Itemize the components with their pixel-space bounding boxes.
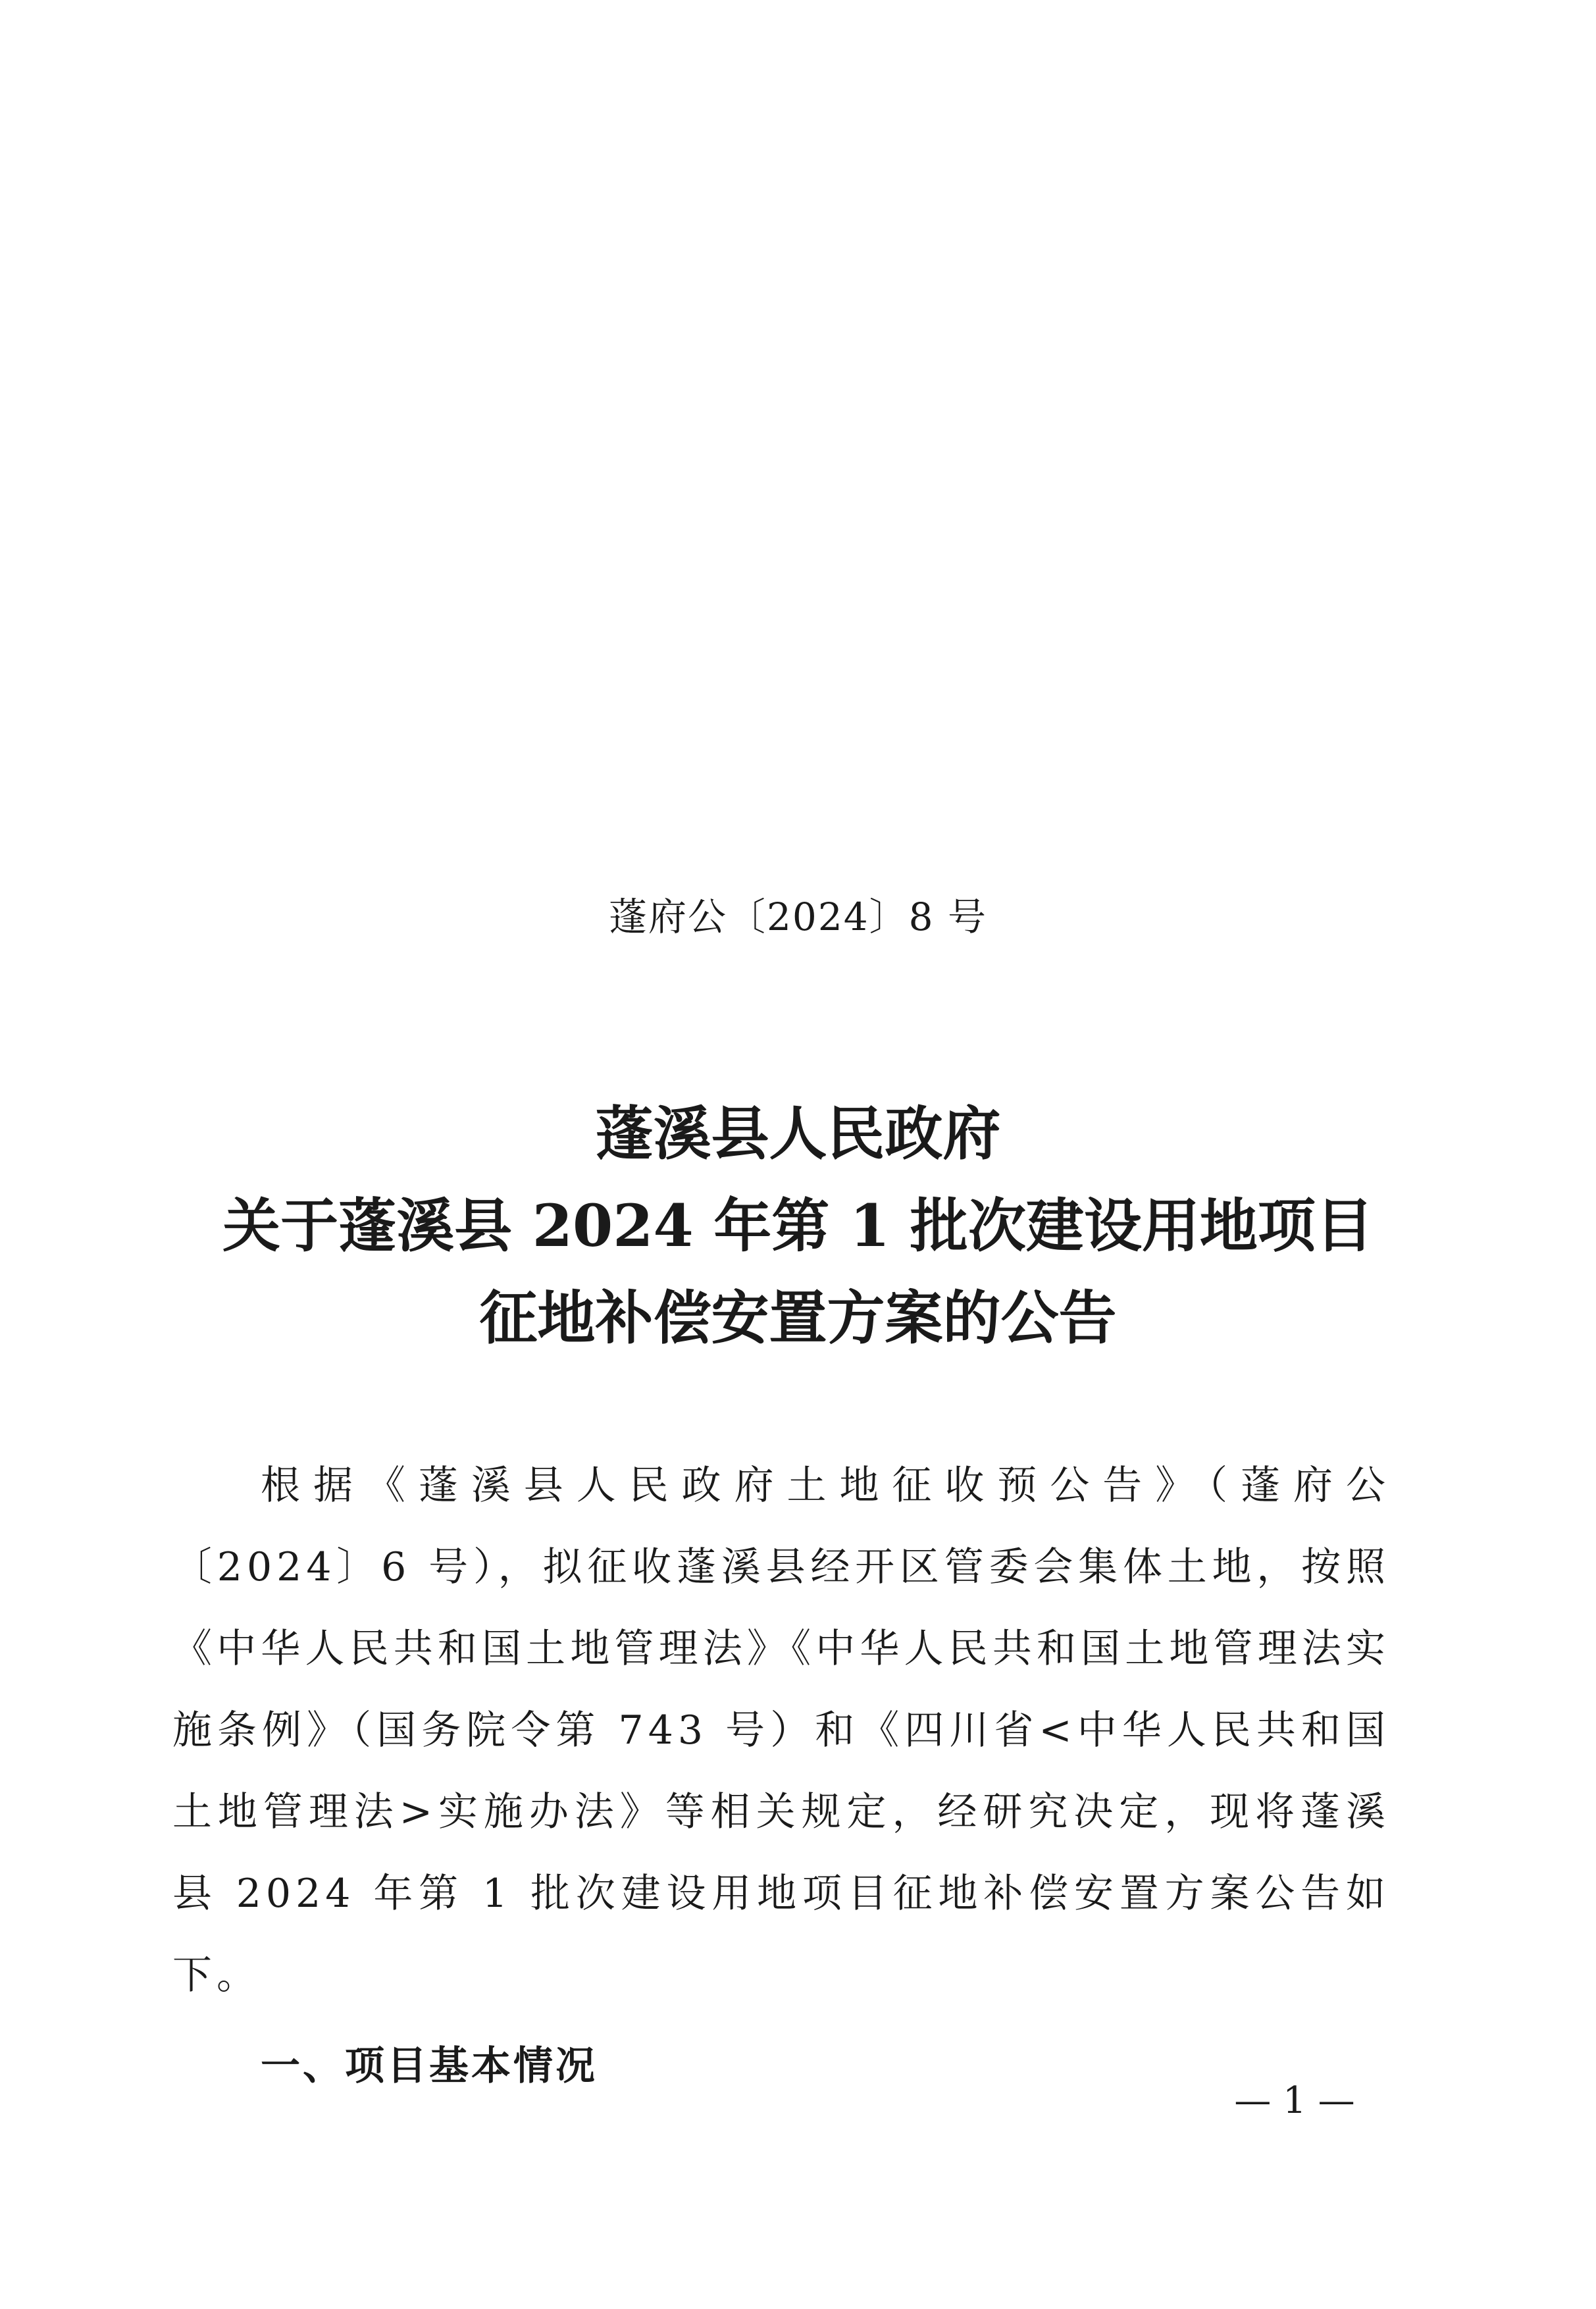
intro-paragraph: 根据《蓬溪县人民政府土地征收预公告》（蓬府公〔2024〕6 号），拟征收蓬溪县经开区管委会集体土地，按照《中华人民共和国土地管理法》《中华人民共和国土地管理法实施条例》（国务院令第 743 号）和《四川省<中华人民共和国土地管理法>实施办法》等相关规定，经研究决定，现将蓬溪县 2024 年第 1 批次建设用地项目征地补偿安置方案公告如下。 [172, 1463, 1390, 1998]
document-number: 蓬府公〔2024〕8 号 [609, 895, 987, 939]
section-heading-1: 一、项目基本情况 [261, 2043, 598, 2089]
document-body [172, 1445, 1390, 2107]
title-line-1: 蓬溪县人民政府 [595, 1099, 1001, 1168]
title-line-2: 关于蓬溪县 2024 年第 1 批次建设用地项目 [222, 1191, 1374, 1260]
title-line-3: 征地补偿安置方案的公告 [479, 1284, 1117, 1352]
document-title [0, 1087, 1596, 1364]
page-number: — 1 — [1234, 2079, 1355, 2122]
